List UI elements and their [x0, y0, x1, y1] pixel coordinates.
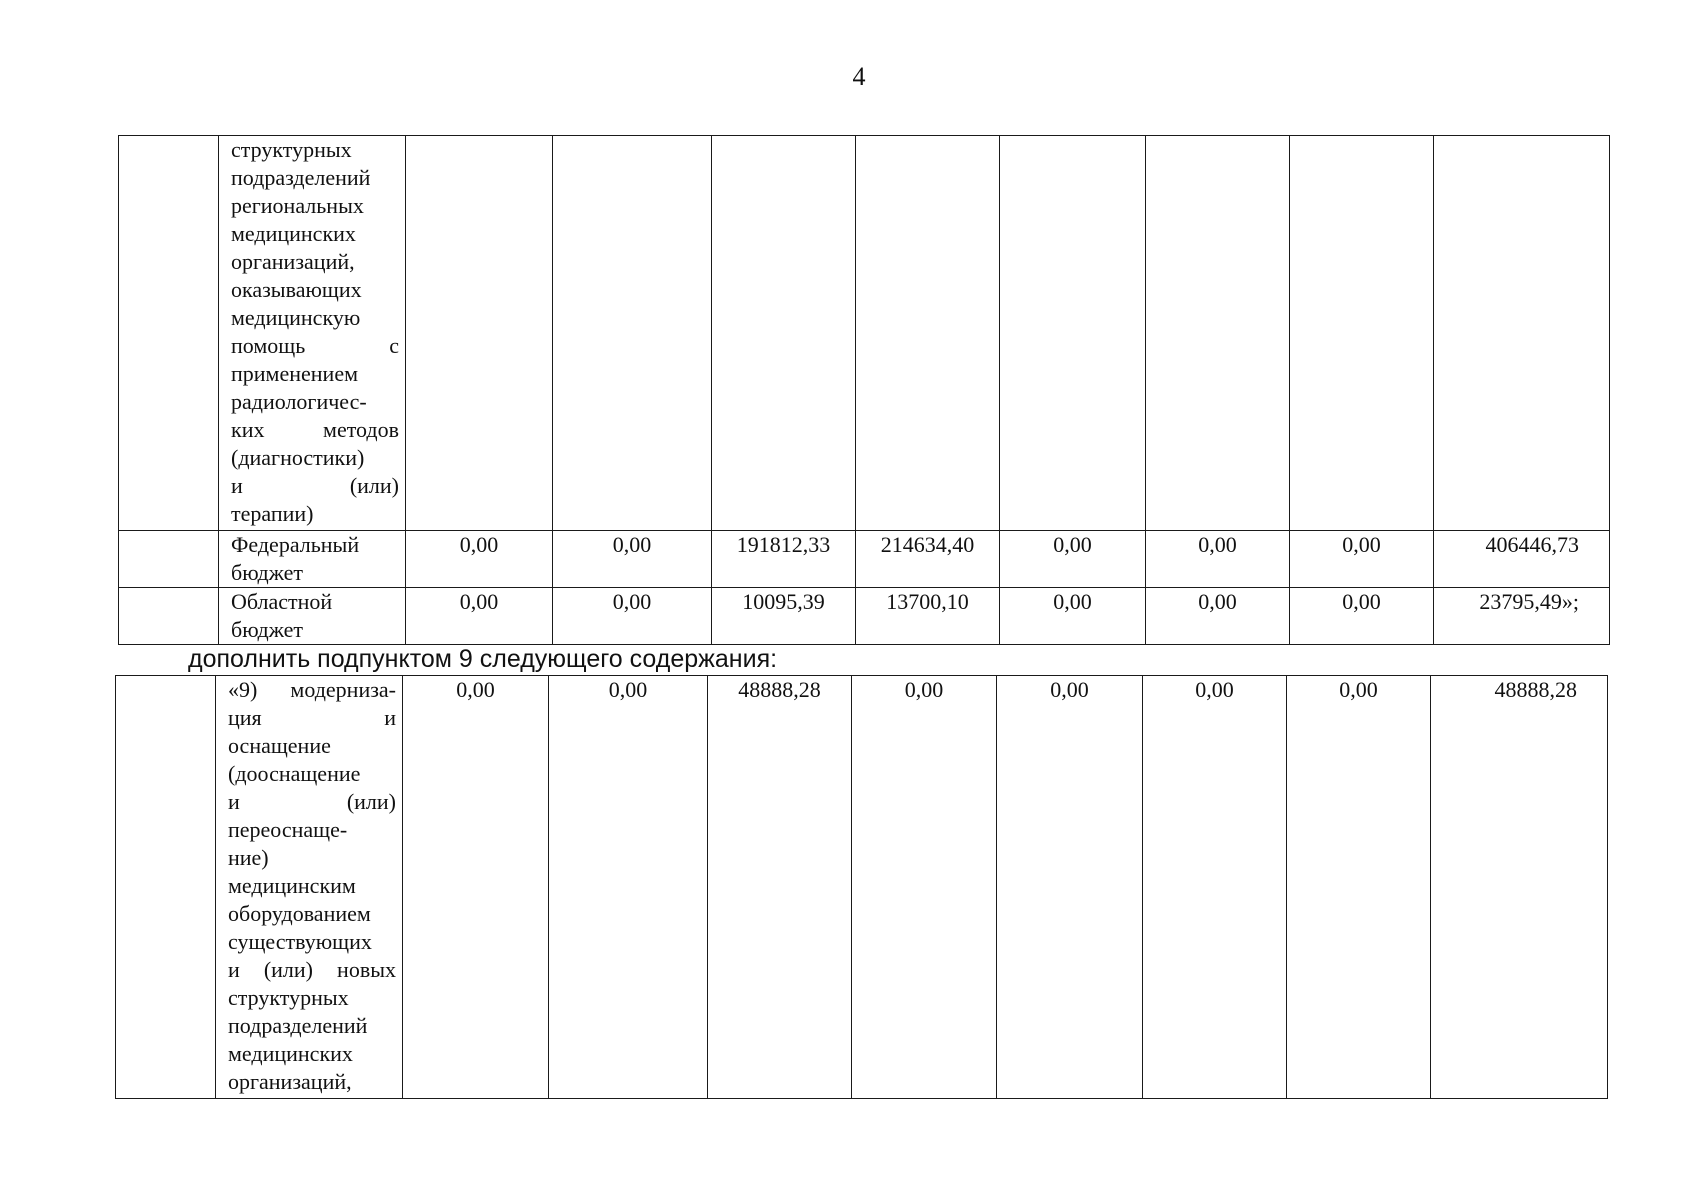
description-line: ких методов — [231, 417, 399, 442]
value-cell: 0,00 — [1287, 676, 1431, 1099]
value-cell: 0,00 — [1290, 588, 1434, 645]
source-cell — [219, 531, 406, 588]
amendment-instruction: дополнить подпунктом 9 следующего содержания: — [188, 645, 778, 673]
page-number: 4 — [852, 62, 866, 91]
value-cell: 0,00 — [1146, 531, 1290, 588]
description-line: и (или) — [231, 473, 399, 498]
description-line: (диагностики) — [231, 445, 365, 470]
source-cell — [219, 588, 406, 645]
description-line: организаций, — [228, 1069, 352, 1094]
description-cell — [219, 136, 406, 531]
value-cell: 48888,28 — [708, 676, 852, 1099]
value-cell: 214634,40 — [856, 531, 1000, 588]
description-line: переоснаще- — [228, 817, 348, 842]
description-line: структурных — [231, 137, 352, 162]
value-cell: 13700,10 — [856, 588, 1000, 645]
index-cell — [116, 676, 216, 1099]
description-line: и (или) — [228, 789, 396, 814]
description-line: «9) модерниза- — [228, 677, 396, 702]
total-cell: 48888,28 — [1431, 676, 1608, 1099]
table-row — [119, 136, 1610, 531]
value-cell: 0,00 — [1290, 531, 1434, 588]
value-cell: 0,00 — [1000, 588, 1146, 645]
description-line: подразделений — [231, 165, 371, 190]
index-cell — [119, 531, 219, 588]
description-line: медицинскую — [231, 305, 361, 330]
value-cell — [1290, 136, 1434, 531]
index-cell — [119, 136, 219, 531]
total-cell: 406446,73 — [1434, 531, 1610, 588]
value-cell: 0,00 — [553, 588, 712, 645]
value-cell — [406, 136, 553, 531]
table-row-subitem-9 — [116, 676, 1608, 1099]
description-line: (дооснащение — [228, 761, 361, 786]
description-line: радиологичес- — [231, 389, 367, 414]
value-cell: 0,00 — [997, 676, 1143, 1099]
value-cell — [553, 136, 712, 531]
description-text — [216, 676, 402, 1096]
description-line: медицинских — [231, 221, 356, 246]
description-line: подразделений — [228, 1013, 368, 1038]
value-cell — [1146, 136, 1290, 531]
description-line: применением — [231, 361, 359, 386]
index-cell — [119, 588, 219, 645]
source-text: Федеральный бюджет — [231, 532, 360, 585]
description-line: медицинским — [228, 873, 356, 898]
description-cell — [216, 676, 403, 1099]
description-line: терапии) — [231, 501, 314, 526]
description-line: региональных — [231, 193, 364, 218]
budget-table-new-subitem — [115, 675, 1608, 1099]
table-row-federal — [119, 531, 1610, 588]
description-line: ция и — [228, 705, 396, 730]
value-cell: 0,00 — [1000, 531, 1146, 588]
total-cell: 23795,49»; — [1434, 588, 1610, 645]
value-cell — [1000, 136, 1146, 531]
description-line: оснащение — [228, 733, 331, 758]
description-line: структурных — [228, 985, 349, 1010]
value-cell — [856, 136, 1000, 531]
description-line: оказывающих — [231, 277, 362, 302]
value-cell: 191812,33 — [712, 531, 856, 588]
description-text — [219, 136, 405, 528]
table-row-regional — [119, 588, 1610, 645]
value-cell: 0,00 — [406, 531, 553, 588]
description-line: помощь с — [231, 333, 399, 358]
description-line: ние) — [228, 845, 269, 870]
description-line: организаций, — [231, 249, 355, 274]
value-cell: 0,00 — [406, 588, 553, 645]
description-line: и (или) новых — [228, 957, 396, 982]
value-cell: 0,00 — [1143, 676, 1287, 1099]
value-cell: 0,00 — [549, 676, 708, 1099]
value-cell — [712, 136, 856, 531]
source-text: Областной бюджет — [231, 589, 333, 642]
budget-table-continued — [118, 135, 1610, 645]
value-cell: 0,00 — [1146, 588, 1290, 645]
value-cell: 0,00 — [403, 676, 549, 1099]
description-line: оборудованием — [228, 901, 371, 926]
value-cell — [1434, 136, 1610, 531]
value-cell: 10095,39 — [712, 588, 856, 645]
value-cell: 0,00 — [553, 531, 712, 588]
description-line: медицинских — [228, 1041, 353, 1066]
description-line: существующих — [228, 929, 372, 954]
value-cell: 0,00 — [852, 676, 997, 1099]
